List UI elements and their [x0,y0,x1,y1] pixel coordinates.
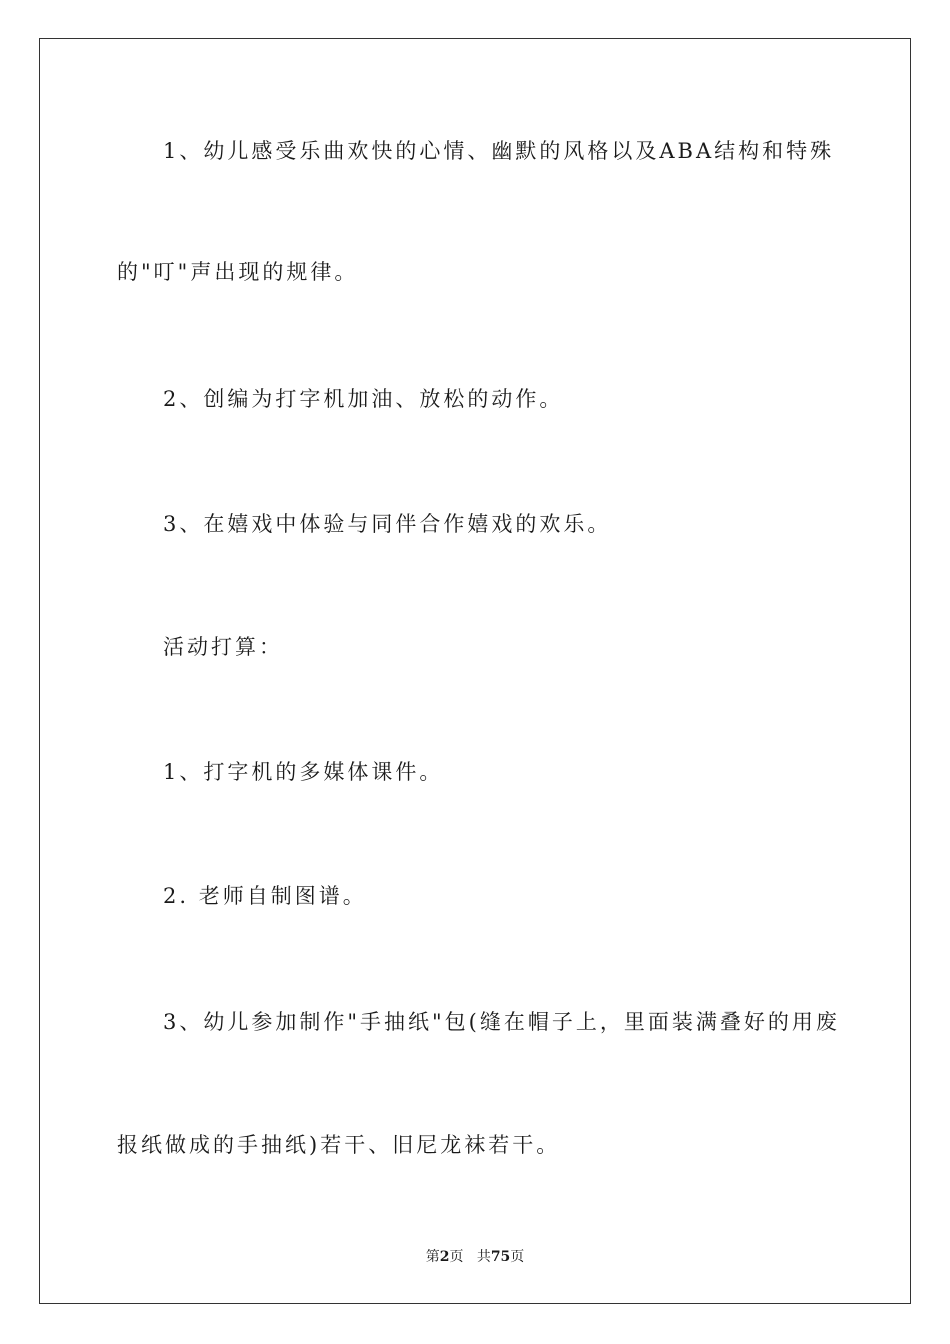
preparation-3-line-1: 3、幼儿参加制作"手抽纸"包(缝在帽子上，里面装满叠好的用废 [163,1010,840,1034]
objective-3: 3、在嬉戏中体验与同伴合作嬉戏的欢乐。 [163,512,612,536]
preparation-3-line-2: 报纸做成的手抽纸)若干、旧尼龙袜若干。 [117,1133,561,1157]
preparation-heading: 活动打算： [163,635,283,659]
footer-total-pages: 75 [490,1249,511,1265]
preparation-1: 1、打字机的多媒体课件。 [163,760,444,784]
footer-page-prefix: 第 [425,1249,440,1265]
objective-1-line-2: 的"叮"声出现的规律。 [117,260,359,284]
footer-page-number: 2 [439,1249,450,1265]
objective-1-line-1: 1、幼儿感受乐曲欢快的心情、幽默的风格以及ABA结构和特殊 [163,139,835,163]
page-border [39,38,911,1304]
footer-total-suffix: 页 [510,1249,525,1265]
footer-page-suffix: 页 [449,1249,464,1265]
page-footer [0,1248,950,1266]
objective-2: 2、创编为打字机加油、放松的动作。 [163,387,564,411]
preparation-2: 2. 老师自制图谱。 [163,884,367,908]
footer-total-prefix: 共 [476,1249,491,1265]
